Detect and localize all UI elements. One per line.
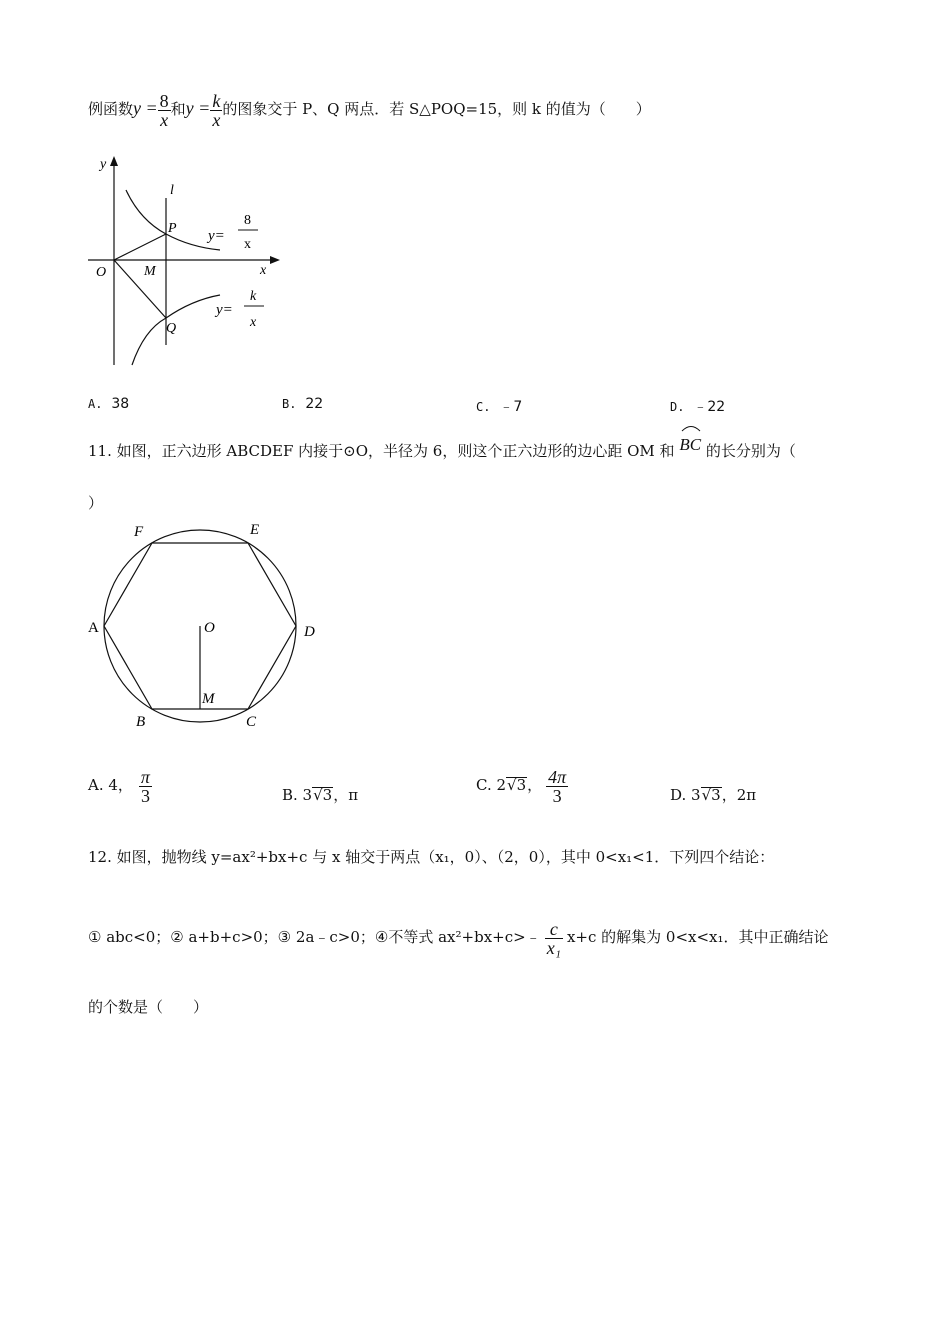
q11-label-b: B bbox=[136, 714, 146, 730]
q10-curve1-den: x bbox=[244, 237, 251, 252]
q10-curve1-num: 8 bbox=[244, 213, 251, 228]
q10-axis-y-label: y bbox=[100, 157, 107, 172]
q11-label-c: C bbox=[246, 714, 257, 730]
q10-option-b[interactable]: B. 22 bbox=[282, 396, 324, 412]
q10-option-a[interactable]: A. 38 bbox=[88, 396, 130, 412]
q10-curve1-y: y= bbox=[208, 228, 225, 244]
q12-line2-b: x+c 的解集为 0<x<x₁．其中正确结论 bbox=[566, 928, 829, 946]
q11-label-d: D bbox=[304, 624, 315, 640]
q11-tail: 的长分别为（ bbox=[705, 442, 796, 460]
q10-prefix: 例函数 bbox=[88, 100, 134, 118]
q10-option-c[interactable]: C. ﹣7 bbox=[476, 399, 523, 415]
q12-line2-a: ① abc<0；② a+b+c>0；③ 2a﹣c>0；④不等式 ax²+bx+c>﹣ bbox=[88, 928, 541, 946]
q12-line2 bbox=[88, 905, 829, 969]
q11-label-o: O bbox=[204, 620, 215, 636]
q11-label-a: A bbox=[88, 620, 99, 636]
q11-option-c[interactable]: C. 2√3， $\frac{4\pi}{3}$ bbox=[476, 766, 567, 806]
q10-curve2-num: k bbox=[250, 289, 257, 304]
q10-y2: y = bbox=[185, 98, 211, 118]
q11-arc-bc: BC bbox=[679, 430, 701, 460]
sqrt-symbol: √3 bbox=[701, 786, 721, 804]
q11-text: 11. 如图，正六边形 ABCDEF 内接于⊙O，半径为 6，则这个正六边形的边心距 OM 和 bbox=[88, 442, 675, 460]
q10-suffix: 的图象交于 P、Q 两点．若 S△POQ=15，则 k 的值为（ ） bbox=[222, 100, 651, 118]
q11-close-paren: ） bbox=[88, 494, 104, 512]
q10-M-label: M bbox=[144, 264, 156, 279]
q11-label-f: F bbox=[134, 524, 144, 540]
sqrt-symbol: √3 bbox=[507, 776, 527, 794]
q10-Q-label: Q bbox=[166, 321, 177, 336]
q10-option-d[interactable]: D. ﹣22 bbox=[670, 399, 726, 415]
q12-line1: 12. 如图，抛物线 y=ax²+bx+c 与 x 轴交于两点（x₁，0）、（2，0），其中 0<x₁<1．下列四个结论： bbox=[88, 848, 775, 866]
q10-figure bbox=[80, 150, 290, 375]
q10-curve2-den: x bbox=[250, 315, 257, 330]
q11-label-e: E bbox=[250, 522, 260, 538]
q10-stem bbox=[88, 78, 651, 138]
q10-fraction-k-over-x: $\frac{k}{x}$ bbox=[212, 90, 221, 130]
q10-curve2-y: y= bbox=[216, 302, 233, 318]
q10-P-label: P bbox=[168, 221, 177, 236]
q11-label-m: M bbox=[202, 691, 215, 707]
q10-conj: 和 bbox=[170, 100, 186, 118]
q11-option-d[interactable]: D. 3√3，2π bbox=[670, 786, 757, 804]
q10-O-label: O bbox=[96, 265, 107, 280]
q10-axis-x-label: x bbox=[260, 263, 267, 278]
q11-option-b[interactable]: B. 3√3，π bbox=[282, 786, 359, 804]
q11-figure bbox=[80, 512, 330, 737]
q10-line-l-label: l bbox=[170, 183, 174, 198]
q12-line3: 的个数是（ ） bbox=[88, 998, 209, 1016]
q10-y1: y = bbox=[133, 98, 158, 118]
q10-fraction-8-over-x: $\frac{8}{x}$ bbox=[159, 90, 169, 130]
q11-stem bbox=[88, 436, 796, 466]
q12-fraction-c-over-x1: $\frac{c}{\text{x₁}}$ bbox=[546, 918, 561, 958]
q11-option-a[interactable]: A. 4， $\frac{\pi}{3}$ bbox=[88, 766, 150, 806]
sqrt-symbol: √3 bbox=[313, 786, 333, 804]
